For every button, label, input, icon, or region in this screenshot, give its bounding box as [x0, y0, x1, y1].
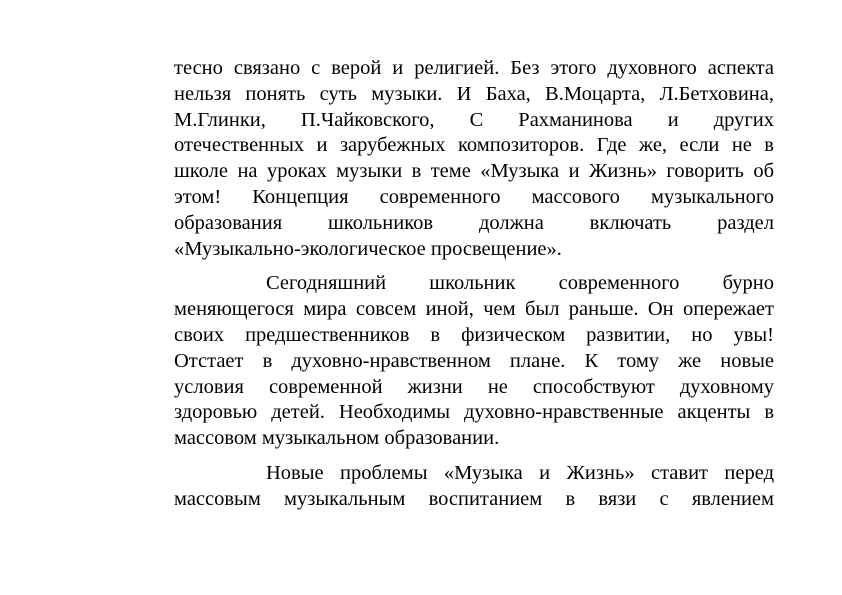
text-line: нельзя понять суть музыки. И Баха, В.Моцарта, Л.Бетховина,	[174, 82, 774, 105]
text-line: Отстает в духовно-нравственном плане. К тому же новые	[174, 349, 774, 372]
text-line: этом! Концепция современного массового музыкального	[174, 185, 774, 208]
text-line: Сегодняшний школьник современного бурно	[266, 272, 774, 295]
document-text	[174, 56, 774, 513]
paragraph-gap	[174, 452, 774, 461]
text-line: меняющегося мира совсем иной, чем был раньше. Он опережает	[174, 298, 774, 321]
text-line: школе на уроках музыки в теме «Музыка и Жизнь» говорить об	[174, 160, 774, 183]
text-line: массовом музыкальном образовании.	[174, 427, 500, 450]
paragraph-2	[174, 271, 774, 452]
text-line: образования школьников должна включать раздел	[174, 211, 774, 234]
paragraph-gap	[174, 262, 774, 271]
text-line: своих предшественников в физическом развитии, но увы!	[174, 323, 774, 346]
text-line: здоровью детей. Необходимы духовно-нравственные акценты в	[174, 401, 774, 424]
text-line: М.Глинки, П.Чайковского, С Рахманинова и других	[174, 108, 774, 131]
text-line: Новые проблемы «Музыка и Жизнь» ставит перед	[266, 461, 774, 484]
paragraph-1	[174, 56, 774, 262]
text-line: тесно связано с верой и религией. Без этого духовного аспекта	[174, 57, 774, 79]
text-line: условия современной жизни не способствуют духовному	[174, 375, 774, 398]
text-line: массовым музыкальным воспитанием в вязи с явлением	[174, 487, 774, 510]
paragraph-3	[174, 461, 774, 513]
text-line: отечественных и зарубежных композиторов. Где же, если не в	[174, 134, 774, 157]
text-line: «Музыкально-экологическое просвещение».	[174, 237, 562, 260]
